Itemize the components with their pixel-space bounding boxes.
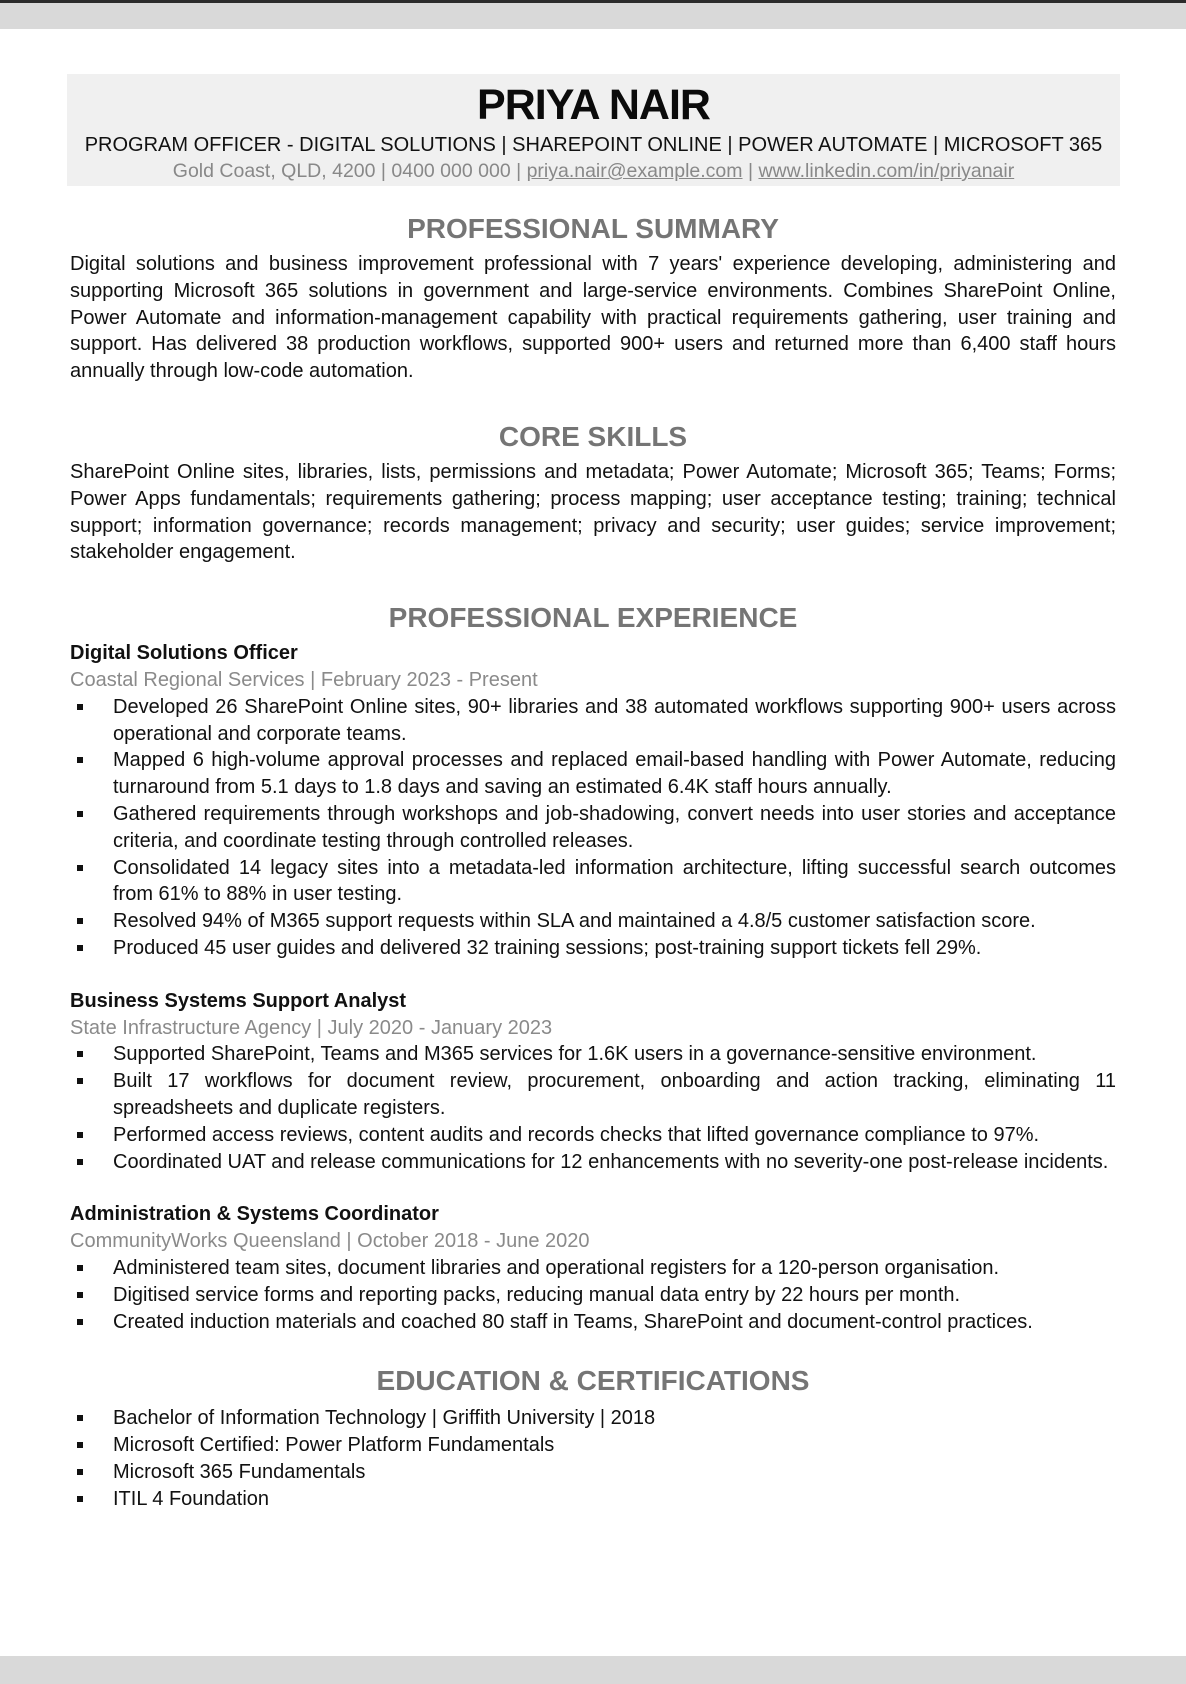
bullet-item	[70, 935, 1116, 962]
job-bullets	[70, 1255, 1116, 1335]
job-entry	[70, 988, 1116, 1176]
bullet-square-icon	[77, 1159, 83, 1165]
candidate-name: PRIYA NAIR	[477, 81, 710, 129]
bullet-item	[70, 1309, 1116, 1336]
bullet-square-icon	[77, 1469, 83, 1475]
summary-text: Digital solutions and business improvement professional with 7 years' experience developing, administering and supporting Microsoft 365 solutions in government and large-service environments. Combines SharePoint Online, Power Automate and information-management capability with practical requirements gathering, user training and support. Has delivered 38 production workflows, supported 900+ users and returned more than 6,400 staff hours annually through low-code automation.	[70, 253, 1116, 383]
bullet-item	[70, 1068, 1116, 1122]
email-link[interactable]: priya.nair@example.com	[526, 160, 743, 182]
bullet-text: Produced 45 user guides and delivered 32 training sessions; post-training support tickets fell 29%.	[113, 936, 982, 959]
resume-body	[70, 211, 1116, 1512]
job-bullets	[70, 694, 1116, 962]
job-title: Digital Solutions Officer	[70, 642, 298, 665]
education-item	[70, 1486, 1116, 1513]
bullet-square-icon	[77, 811, 83, 817]
bullet-text: Built 17 workflows for document review, procurement, onboarding and action tracking, eliminating 11 spreadsheets and duplicate registers.	[113, 1070, 1116, 1119]
bullet-text: Coordinated UAT and release communications for 12 enhancements with no severity-one post-release incidents.	[113, 1150, 1109, 1173]
job-meta: State Infrastructure Agency | July 2020 - January 2023	[70, 1016, 553, 1039]
bullet-text: Created induction materials and coached 80 staff in Teams, SharePoint and document-control practices.	[113, 1310, 1033, 1333]
bullet-square-icon	[77, 918, 83, 924]
job-meta: Coastal Regional Services | February 2023 - Present	[70, 668, 538, 691]
bullet-text: Mapped 6 high-volume approval processes and replaced email-based handling with Power Automate, reducing turnaround from 5.1 days to 1.8 days and saving an estimated 6.4K staff hours annually.	[113, 749, 1116, 799]
skills-heading: CORE SKILLS	[498, 420, 688, 452]
headline: PROGRAM OFFICER - DIGITAL SOLUTIONS | SHAREPOINT ONLINE | POWER AUTOMATE | MICROSOFT 365	[84, 134, 1103, 156]
bullet-item	[70, 1041, 1116, 1068]
summary-heading: PROFESSIONAL SUMMARY	[407, 213, 779, 244]
linkedin-link[interactable]: www.linkedin.com/in/priyanair	[758, 160, 1015, 182]
bullet-item	[70, 855, 1116, 909]
education-list	[70, 1405, 1116, 1512]
bullet-text: Gathered requirements through workshops and job-shadowing, convert needs into user stories and acceptance criteria, and coordinate testing through controlled releases.	[113, 802, 1116, 852]
job-entry	[70, 640, 1116, 962]
experience-heading: PROFESSIONAL EXPERIENCE	[388, 602, 798, 634]
bullet-square-icon	[77, 1496, 83, 1502]
education-item	[70, 1432, 1116, 1459]
contact-line	[67, 158, 1120, 184]
education-heading: EDUCATION & CERTIFICATIONS	[376, 1365, 810, 1397]
resume-header	[67, 74, 1120, 186]
job-title: Administration & Systems Coordinator	[70, 1203, 439, 1226]
bullet-square-icon	[77, 1442, 83, 1448]
bullet-square-icon	[77, 1292, 83, 1298]
job-bullets	[70, 1041, 1116, 1175]
education-item	[70, 1405, 1116, 1432]
bullet-item	[70, 1149, 1116, 1176]
bullet-text: Supported SharePoint, Teams and M365 services for 1.6K users in a governance-sensitive environment.	[113, 1043, 1037, 1066]
bullet-text: Administered team sites, document libraries and operational registers for a 120-person organisation.	[113, 1256, 1000, 1279]
bullet-square-icon	[77, 1265, 83, 1271]
bullet-item	[70, 908, 1116, 935]
bullet-text: Resolved 94% of M365 support requests within SLA and maintained a 4.8/5 customer satisfaction score.	[113, 910, 1036, 933]
bullet-square-icon	[77, 1051, 83, 1057]
bullet-text: Performed access reviews, content audits and records checks that lifted governance compliance to 97%.	[113, 1123, 1040, 1146]
bullet-square-icon	[77, 704, 83, 710]
bullet-square-icon	[77, 1319, 83, 1325]
bullet-text: Consolidated 14 legacy sites into a metadata-led information architecture, lifting successful search outcomes from 61% to 88% in user testing.	[113, 856, 1116, 906]
bullet-text: Developed 26 SharePoint Online sites, 90+ libraries and 38 automated workflows supporting 900+ users across operational and corporate teams.	[113, 695, 1116, 745]
bullet-square-icon	[77, 757, 83, 763]
bullet-item	[70, 1122, 1116, 1149]
job-title: Business Systems Support Analyst	[70, 989, 407, 1012]
contact-location-phone: Gold Coast, QLD, 4200 | 0400 000 000 |	[172, 160, 527, 182]
education-text: Bachelor of Information Technology | Griffith University | 2018	[113, 1407, 656, 1430]
bullet-square-icon	[77, 1415, 83, 1421]
top-border	[0, 0, 1186, 3]
bullet-item	[70, 694, 1116, 748]
skills-text: SharePoint Online sites, libraries, lists, permissions and metadata; Power Automate; Microsoft 365; Teams; Forms; Power Apps fundamentals; requirements gathering; process mapping; user acceptance testing; training; technical support; information governance; records management; privacy and security; user guides; service improvement; stakeholder engagement.	[70, 460, 1116, 564]
bullet-item	[70, 1255, 1116, 1282]
education-text: Microsoft 365 Fundamentals	[113, 1460, 366, 1483]
education-text: ITIL 4 Foundation	[113, 1487, 270, 1510]
job-entry	[70, 1201, 1116, 1335]
bullet-item	[70, 747, 1116, 801]
contact-separator: |	[742, 160, 759, 182]
education-text: Microsoft Certified: Power Platform Fundamentals	[113, 1434, 555, 1457]
education-item	[70, 1459, 1116, 1486]
bullet-item	[70, 1282, 1116, 1309]
bullet-square-icon	[77, 1078, 83, 1084]
bullet-square-icon	[77, 865, 83, 871]
bullet-square-icon	[77, 945, 83, 951]
job-meta: CommunityWorks Queensland | October 2018 - June 2020	[70, 1230, 590, 1253]
resume-page	[0, 29, 1186, 1656]
bullet-item	[70, 801, 1116, 855]
bullet-text: Digitised service forms and reporting packs, reducing manual data entry by 22 hours per month.	[113, 1283, 961, 1306]
bullet-square-icon	[77, 1132, 83, 1138]
